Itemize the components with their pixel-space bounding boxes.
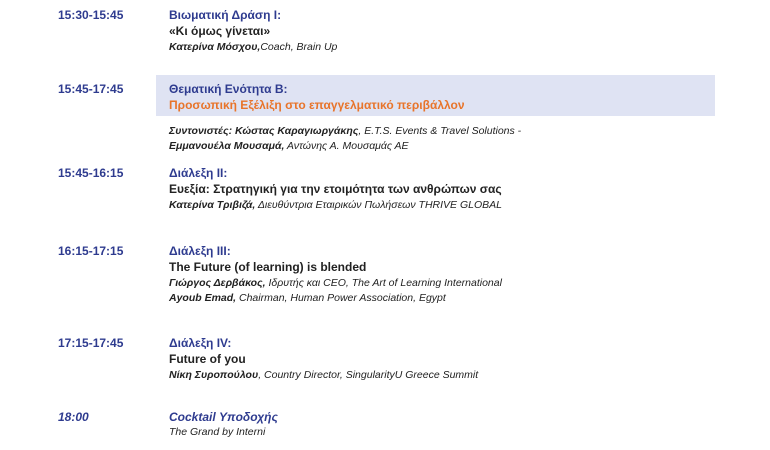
speaker-role: , E.T.S. Events & Travel Solutions - (358, 125, 522, 137)
speaker-name: Γιώργος Δερβάκος, (169, 277, 266, 289)
session-content (169, 8, 729, 55)
speaker-line (169, 40, 729, 55)
speaker-line (169, 124, 729, 139)
speaker-name: Νίκη Συροπούλου (169, 369, 259, 381)
session-time: 15:45-16:15 (58, 166, 124, 180)
session-time: 18:00 (58, 410, 89, 424)
venue-name: The Grand by Interni (169, 426, 266, 438)
speaker-role: , Country Director, SingularityU Greece Summit (258, 369, 479, 381)
speaker-line (169, 139, 729, 154)
session-content (169, 166, 729, 213)
session-time: 15:30-15:45 (58, 8, 124, 22)
speaker-role: Chairman, Human Power Association, Egypt (236, 292, 446, 304)
session-subtitle: «Κι όμως γίνεται» (169, 24, 271, 38)
session-subtitle: Future of you (169, 352, 246, 366)
speaker-name: Εμμανουέλα Μουσαμά, (169, 140, 285, 152)
speaker-role: Coach, Brain Up (260, 41, 338, 53)
speaker-name: Συντονιστές: Κώστας Καραγιωργάκης (169, 125, 359, 137)
speaker-name: Κατερίνα Μόσχου, (169, 41, 261, 53)
session-content (169, 82, 729, 154)
session-subtitle: The Future (of learning) is blended (169, 260, 367, 274)
session-title: Θεματική Ενότητα Β: (169, 82, 288, 96)
speaker-role: Ιδρυτής και CEO, The Art of Learning International (265, 277, 502, 289)
session-content (169, 410, 729, 440)
speaker-name: Ayoub Emad, (169, 292, 237, 304)
speaker-role: Διευθύντρια Εταιρικών Πωλήσεων THRIVE GLOBAL (255, 199, 502, 211)
speaker-line (169, 368, 729, 383)
session-subtitle: Ευεξία: Στρατηγική για την ετοιμότητα των ανθρώπων σας (169, 182, 502, 196)
speaker-line (169, 291, 729, 306)
speaker-line (169, 276, 729, 291)
session-title: Διάλεξη ΙV: (169, 336, 232, 350)
speaker-name: Κατερίνα Τριβιζά, (169, 199, 256, 211)
session-title: Cocktail Υποδοχής (169, 410, 278, 424)
session-time: 15:45-17:45 (58, 82, 124, 96)
session-time: 16:15-17:15 (58, 244, 124, 258)
speaker-line (169, 198, 729, 213)
session-title: Διάλεξη ΙΙ: (169, 166, 228, 180)
session-subtitle: Προσωπική Εξέλιξη στο επαγγελματικό περιβάλλον (169, 98, 465, 112)
session-content (169, 336, 729, 383)
session-title: Βιωματική Δράση Ι: (169, 8, 282, 22)
speaker-role: Αντώνης Α. Μουσαμάς ΑΕ (284, 140, 409, 152)
venue-line (169, 425, 729, 440)
session-content (169, 244, 729, 306)
session-title: Διάλεξη ΙΙΙ: (169, 244, 231, 258)
session-time: 17:15-17:45 (58, 336, 124, 350)
